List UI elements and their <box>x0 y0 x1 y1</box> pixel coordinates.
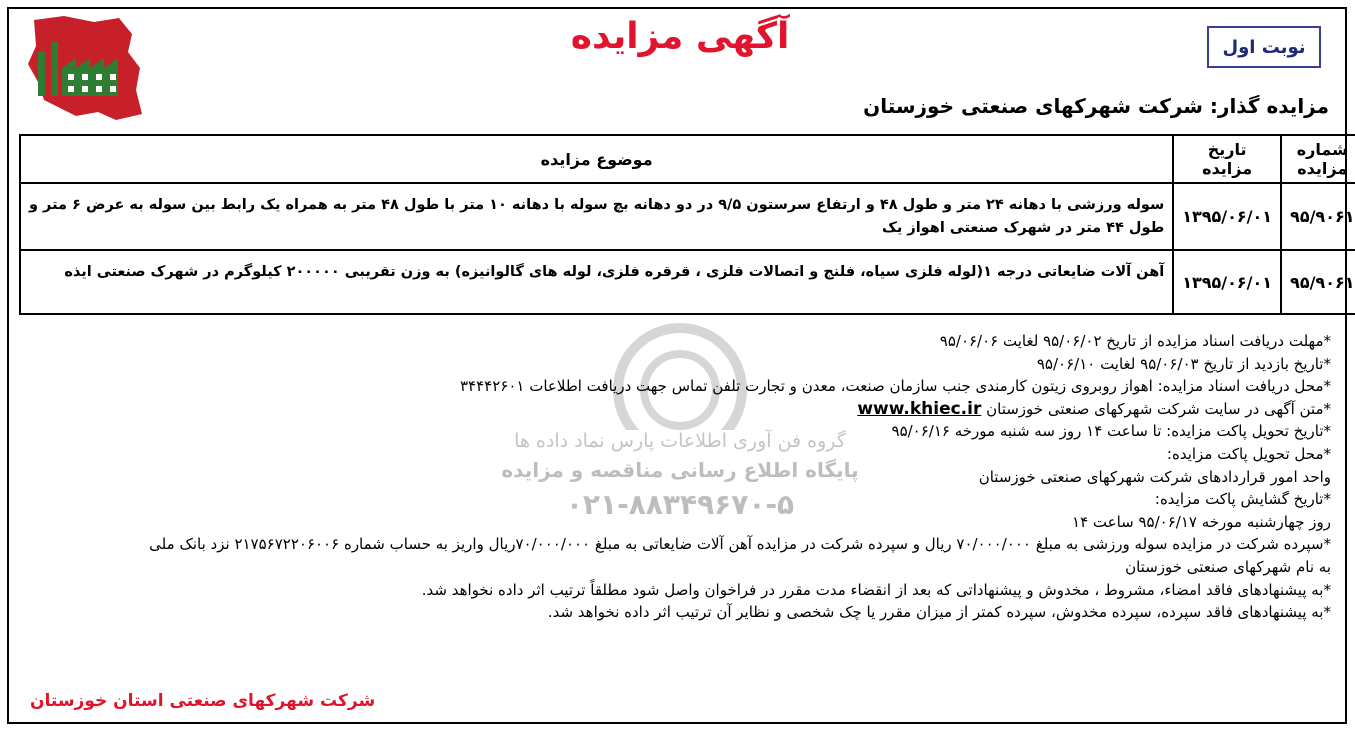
auction-date: ۱۳۹۵/۰۶/۰۱ <box>1173 250 1281 314</box>
watermark-line2: پایگاه اطلاع رسانی مناقصه و مزایده <box>501 458 859 482</box>
term-delivery-date: *تاریخ تحویل پاکت مزایده: تا ساعت ۱۴ روز سه شنبه مورخه ۹۵/۰۶/۱۶ <box>891 422 1331 441</box>
website-link[interactable]: www.khiec.ir <box>857 398 982 419</box>
auction-number: ۹۵/۹۰۶۱ <box>1281 183 1355 250</box>
website-prefix: *متن آگهی در سایت شرکت شهرکهای صنعتی خوزستان <box>986 399 1331 418</box>
auction-date: ۱۳۹۵/۰۶/۰۱ <box>1173 183 1281 250</box>
term-deposit-cont: به نام شهرکهای صنعتی خوزستان <box>1125 557 1331 576</box>
term-website <box>26 398 1331 421</box>
auction-number: ۹۵/۹۰۶۱ <box>1281 250 1355 314</box>
term-deadline: *مهلت دریافت اسناد مزایده از تاریخ ۹۵/۰۶/۰۲ لغایت ۹۵/۰۶/۰۶ <box>939 332 1331 350</box>
publication-badge: نوبت اول <box>1207 26 1321 68</box>
khuzestan-industrial-logo <box>24 12 144 124</box>
term-visit: *تاریخ بازدید از تاریخ ۹۵/۰۶/۰۳ لغایت ۹۵/۰۶/۱۰ <box>1036 354 1331 373</box>
watermark-phone: ۰۲۱-۸۸۳۴۹۶۷۰-۵ <box>565 488 795 521</box>
watermark-line1: گروه فن آوری اطلاعات پارس نماد داده ها <box>514 430 846 452</box>
term-rule-2: *به پیشنهادهای فاقد سپرده، سپرده مخدوش، سپرده کمتر از میزان مقرر یا چک شخصی و نظایر آن ترتیب اثر داده نخواهد شد. <box>547 603 1331 622</box>
header-date: تاریخ مزایده <box>1173 135 1281 183</box>
term-location: *محل دریافت اسناد مزایده: اهواز روبروی زیتون کارمندی جنب سازمان صنعت، معدن و تجارت تلفن تماس جهت دریافت اطلاعات ۳۴۴۴۲۶۰۱ <box>460 377 1331 396</box>
term-delivery-place: واحد امور قراردادهای شرکت شهرکهای صنعتی خوزستان <box>978 467 1331 486</box>
term-opening-title: *تاریخ گشایش پاکت مزایده: <box>1154 490 1331 509</box>
page-title: آگهی مزایده <box>570 16 790 57</box>
term-opening: روز چهارشنبه مورخه ۹۵/۰۶/۱۷ ساعت ۱۴ <box>1072 512 1331 531</box>
auction-table <box>19 134 1355 315</box>
term-delivery-place-title: *محل تحویل پاکت مزایده: <box>1166 444 1331 463</box>
table-row <box>20 183 1355 250</box>
auction-subject <box>20 250 1173 314</box>
subject-line: آهن آلات ضایعاتی درجه ۱(لوله فلزی سیاه، فلنج و اتصالات فلزی ، قرقره فلزی، لوله های گالوانیزه) به وزن تقریبی ۲۰۰۰۰۰ کیلوگرم در شهرک صنعتی ایذه <box>64 264 1165 280</box>
table-header-row <box>20 135 1355 183</box>
footer-company: شرکت شهرکهای صنعتی استان خوزستان <box>30 691 376 711</box>
term-deposit: *سپرده شرکت در مزایده سوله ورزشی به مبلغ ۷۰/۰۰۰/۰۰۰ ریال و سپرده شرکت در مزایده آهن آلات ضایعاتی به مبلغ ۷۰/۰۰۰/۰۰۰ریال واریز به حساب شماره ۲۱۷۵۶۷۲۲۰۶۰۰۶ نزد بانک ملی <box>149 535 1331 554</box>
header-subject: موضوع مزایده <box>20 135 1173 183</box>
table-row <box>20 250 1355 314</box>
header-number: شماره مزایده <box>1281 135 1355 183</box>
subject-line: طول ۴۴ متر در شهرک صنعتی اهواز یک <box>882 219 1165 236</box>
notice-terms <box>26 330 1331 624</box>
term-rule-1: *به پیشنهادهای فاقد امضاء، مشروط ، مخدوش و پیشنهاداتی که بعد از انقضاء مدت مقرر در فراخوان واصل شود مطلقاً ترتیب اثر داده نخواهد شد. <box>421 580 1331 599</box>
organizer-line: مزایده گذار: شرکت شهرکهای صنعتی خوزستان <box>863 94 1329 118</box>
auction-subject <box>20 183 1173 250</box>
subject-line: سوله ورزشی با دهانه ۲۴ متر و طول ۴۸ و ارتفاع سرستون ۹/۵ در دو دهانه بچ سوله با دهانه ۱۰ متر با طول ۴۸ متر به همراه یک رابط بین سوله به عرض ۶ متر و <box>29 196 1165 213</box>
